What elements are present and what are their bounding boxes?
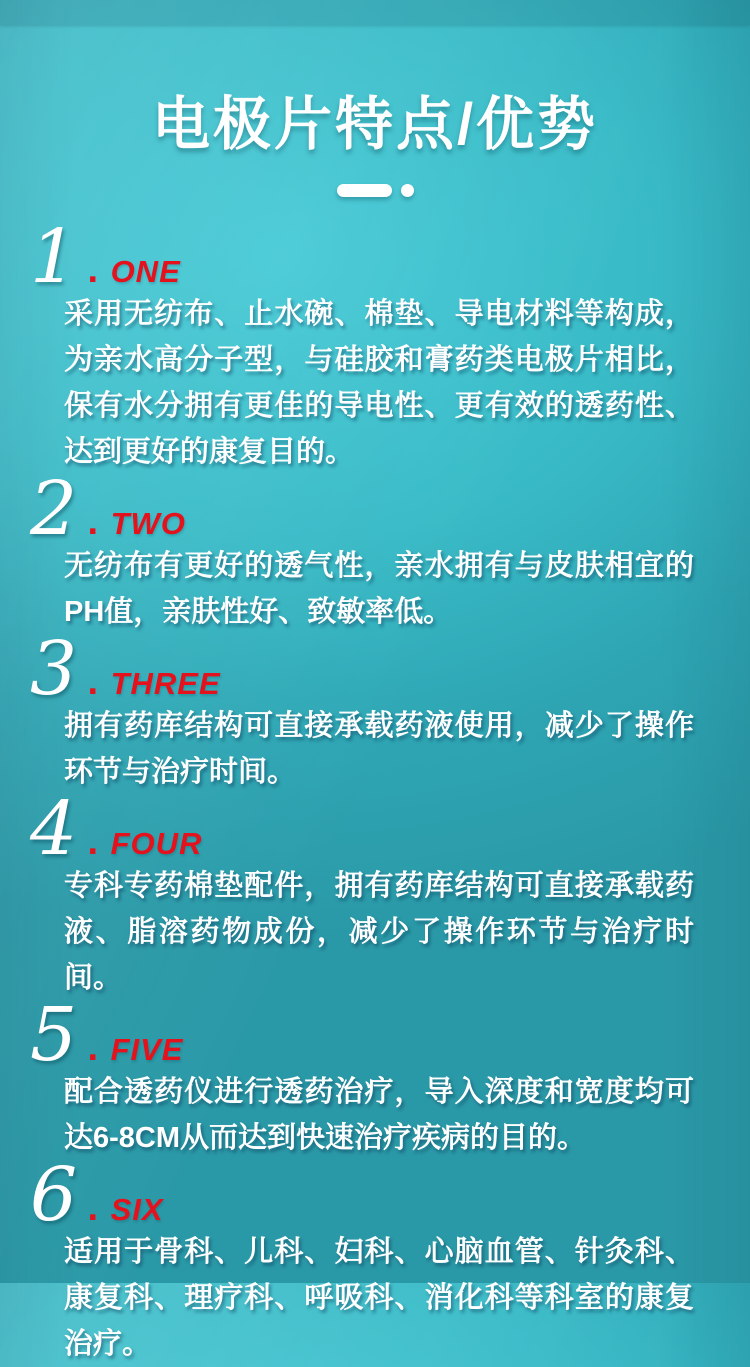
divider-dot-icon xyxy=(401,184,414,197)
section-separator: . xyxy=(87,821,99,863)
section-heading xyxy=(0,466,750,552)
section-heading xyxy=(0,992,750,1078)
page-title: 电极片特点/优势 xyxy=(151,92,599,157)
section-body-text: 配合透药仪进行透药治疗，导入深度和宽度均可达6-8CM从而达到快速治疗疾病的目的。 xyxy=(64,1076,694,1154)
section-separator: . xyxy=(87,1187,99,1229)
section-separator: . xyxy=(87,661,99,703)
top-banner-strip xyxy=(0,0,750,25)
feature-section-six xyxy=(0,1152,750,1367)
feature-sections xyxy=(0,214,750,1367)
section-body-text: 适用于骨科、儿科、妇科、心脑血管、针灸科、康复科、理疗科、呼吸科、消化科等科室的康复治疗。 xyxy=(64,1236,694,1360)
section-separator: . xyxy=(87,501,99,543)
title-divider xyxy=(0,184,750,197)
section-body-text: 拥有药库结构可直接承载药液使用，减少了操作环节与治疗时间。 xyxy=(64,710,694,788)
header xyxy=(0,0,750,197)
section-heading xyxy=(0,1152,750,1238)
feature-section-two xyxy=(0,466,750,635)
feature-section-one xyxy=(0,214,750,475)
section-label: TWO xyxy=(110,506,186,541)
section-separator: . xyxy=(87,249,99,291)
section-body-text: 无纺布有更好的透气性，亲水拥有与皮肤相宜的PH值，亲肤性好、致敏率低。 xyxy=(64,550,694,628)
section-number: 4 xyxy=(30,786,78,872)
section-number: 5 xyxy=(30,992,78,1078)
feature-section-five xyxy=(0,992,750,1161)
section-number: 6 xyxy=(30,1152,78,1238)
section-label: ONE xyxy=(110,254,181,289)
section-separator: . xyxy=(87,1027,99,1069)
section-heading xyxy=(0,214,750,300)
section-number: 1 xyxy=(30,214,78,300)
section-number: 3 xyxy=(30,626,78,712)
section-label: SIX xyxy=(110,1192,164,1227)
section-body-text: 采用无纺布、止水碗、棉垫、导电材料等构成，为亲水高分子型，与硅胶和膏药类电极片相比，保有水分拥有更佳的导电性、更有效的透药性、达到更好的康复目的。 xyxy=(64,298,694,468)
section-body-text: 专科专药棉垫配件，拥有药库结构可直接承载药液、脂溶药物成份，减少了操作环节与治疗时间。 xyxy=(64,870,694,994)
section-label: FIVE xyxy=(110,1032,184,1067)
section-label: FOUR xyxy=(110,826,203,861)
section-label: THREE xyxy=(110,666,221,701)
feature-section-four xyxy=(0,786,750,1001)
section-heading xyxy=(0,626,750,712)
section-heading xyxy=(0,786,750,872)
divider-dash-icon xyxy=(337,184,392,197)
section-number: 2 xyxy=(30,466,78,552)
feature-section-three xyxy=(0,626,750,795)
